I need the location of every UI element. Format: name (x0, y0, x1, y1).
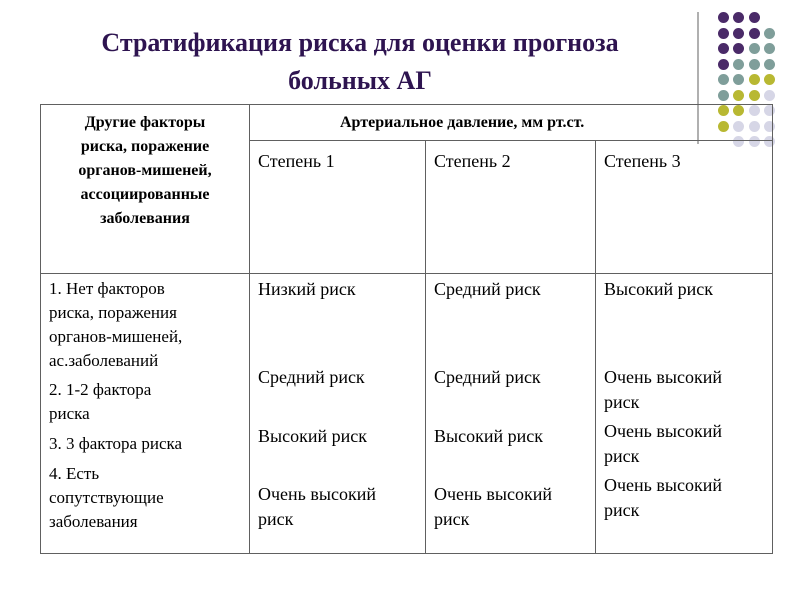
degree-1-risk-row-4-line-1: Очень высокий (258, 484, 376, 504)
decor-dot (733, 43, 744, 54)
decor-dot (733, 28, 744, 39)
factor-3-line-1: 3. 3 фактора риска (49, 434, 183, 453)
degree-3-risk-cell (596, 274, 773, 554)
slide-title-line-1: Стратификация риска для оценки прогноза (101, 28, 619, 57)
header-factors-line-4: ассоциированные (80, 186, 210, 203)
header-factors-line-3: органов-мишеней, (78, 162, 212, 179)
degree-3-risk-row-3-line-2: риск (604, 446, 640, 466)
decor-dot (749, 59, 760, 70)
decor-dot (764, 28, 775, 39)
header-other-factors (41, 105, 250, 274)
degree-3-risk-row-4-line-1: Очень высокий (604, 475, 722, 495)
decor-dot (749, 43, 760, 54)
risk-table (40, 104, 773, 554)
header-degree-3: Степень 3 (596, 141, 773, 274)
factor-1-line-2: риска, поражения (49, 303, 177, 322)
degree-2-risk-row-1: Средний риск (434, 279, 541, 299)
decor-dot (749, 12, 760, 23)
header-factors-line-1: Другие факторы (84, 114, 206, 131)
degree-3-risk-row-1: Высокий риск (604, 279, 713, 299)
factor-2-line-2: риска (49, 404, 90, 423)
factor-4-line-1: 4. Есть (49, 464, 100, 483)
degree-3-risk-row-4-line-2: риск (604, 500, 640, 520)
slide-title (40, 24, 680, 100)
header-degree-1: Степень 1 (250, 141, 426, 274)
factor-1-line-3: органов-мишеней, (49, 327, 183, 346)
decor-dot (764, 43, 775, 54)
degree-1-risk-row-2: Средний риск (258, 367, 365, 387)
degree-1-risk-row-3: Высокий риск (258, 426, 367, 446)
decor-dot (718, 74, 729, 85)
degree-3-risk-row-3-line-1: Очень высокий (604, 421, 722, 441)
decor-dot (718, 28, 729, 39)
degree-1-risk-row-1: Низкий риск (258, 279, 356, 299)
decor-dot (749, 90, 760, 101)
decor-dot (733, 74, 744, 85)
decor-dot (718, 90, 729, 101)
decor-dot (718, 12, 729, 23)
degree-1-risk-cell (250, 274, 426, 554)
degree-2-risk-cell (426, 274, 596, 554)
factor-2-line-1: 2. 1-2 фактора (49, 380, 152, 399)
decor-dot (764, 90, 775, 101)
decor-dot (718, 43, 729, 54)
factors-cell (41, 274, 250, 554)
factor-4-line-3: заболевания (49, 512, 138, 531)
factor-1-line-1: 1. Нет факторов (49, 279, 165, 298)
decor-dot (733, 12, 744, 23)
decor-dot (733, 59, 744, 70)
factor-4-line-2: сопутствующие (49, 488, 164, 507)
degree-3-risk-row-2-line-2: риск (604, 392, 640, 412)
slide-title-line-2: больных АГ (288, 66, 432, 95)
decor-dot (749, 74, 760, 85)
decor-dot (764, 74, 775, 85)
degree-3-risk-row-2-line-1: Очень высокий (604, 367, 722, 387)
decor-dot (764, 59, 775, 70)
decor-dot (718, 59, 729, 70)
header-degree-2: Степень 2 (426, 141, 596, 274)
degree-2-risk-row-3: Высокий риск (434, 426, 543, 446)
factor-1-line-4: ас.заболеваний (49, 351, 159, 370)
degree-2-risk-row-4-line-2: риск (434, 509, 470, 529)
header-blood-pressure: Артериальное давление, мм рт.ст. (250, 105, 773, 141)
degree-2-risk-row-2: Средний риск (434, 367, 541, 387)
decor-dot (733, 90, 744, 101)
decor-dot (749, 28, 760, 39)
header-factors-line-2: риска, поражение (80, 138, 210, 155)
degree-1-risk-row-4-line-2: риск (258, 509, 294, 529)
degree-2-risk-row-4-line-1: Очень высокий (434, 484, 552, 504)
header-factors-line-5: заболевания (100, 210, 190, 227)
